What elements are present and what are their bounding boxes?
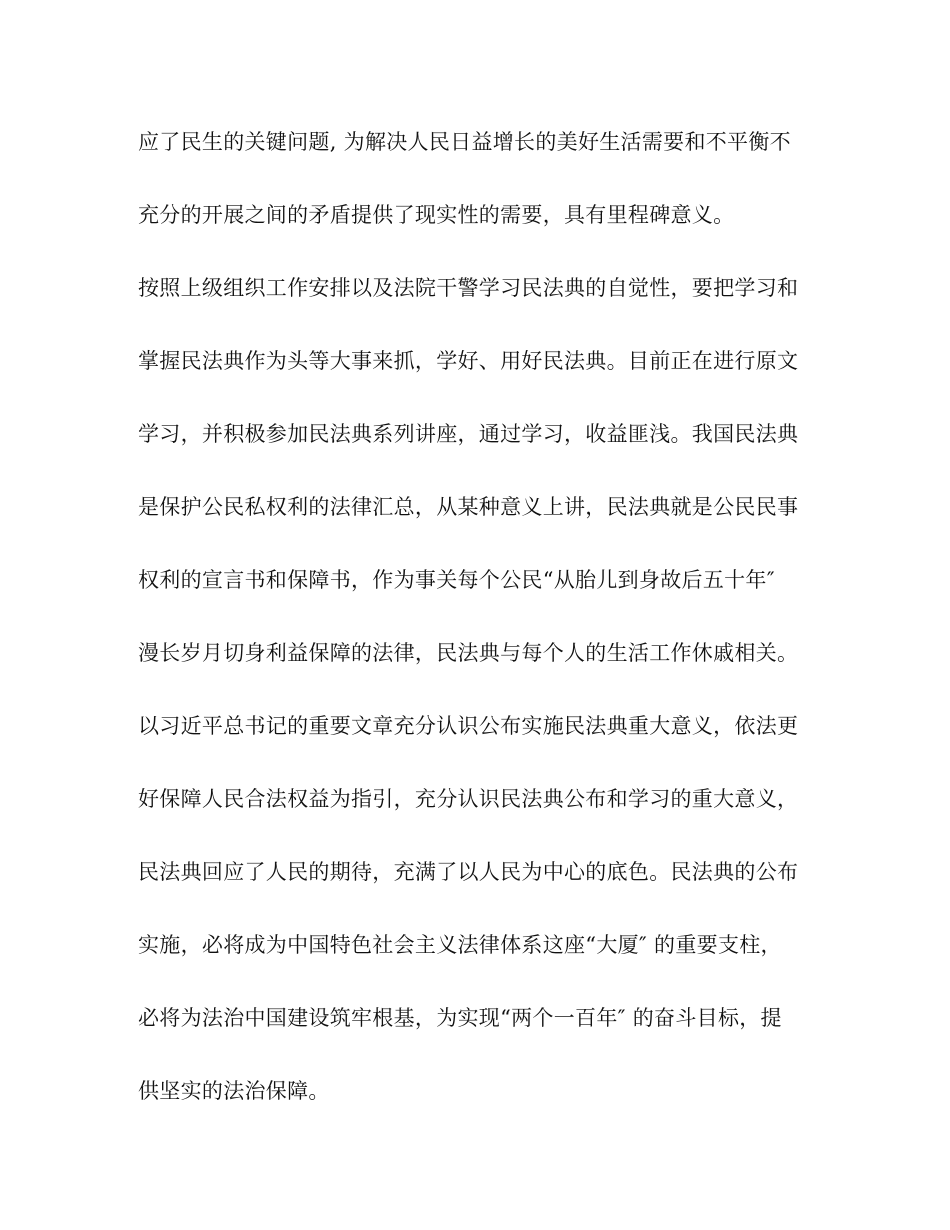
text-line: 是保护公民私权利的法律汇总，从某种意义上讲，民法典就是公民民事 xyxy=(138,495,799,519)
text-line: 掌握民法典作为头等大事来抓，学好、用好民法典。目前正在进行原文 xyxy=(138,349,799,373)
text-line: 以习近平总书记的重要文章充分认识公布实施民法典重大意义，依法更 xyxy=(138,714,799,738)
text-line: 漫长岁月切身利益保障的法律，民法典与每个人的生活工作休戚相关。 xyxy=(138,641,799,665)
text-line: 学习，并积极参加民法典系列讲座，通过学习，收益匪浅。我国民法典 xyxy=(138,422,799,446)
text-line: 充分的开展之间的矛盾提供了现实性的需要，具有里程碑意义。 xyxy=(138,203,735,227)
text-line: 好保障人民合法权益为指引，充分认识民法典公布和学习的重大意义， xyxy=(138,787,799,811)
text-line: 按照上级组织工作安排以及法院干警学习民法典的自觉性，要把学习和 xyxy=(138,276,799,300)
text-line: 应了民生的关键问题, 为解决人民日益增长的美好生活需要和不平衡不 xyxy=(138,130,791,154)
text-line: 实施，必将成为中国特色社会主义法律体系这座“大厦″ 的重要支柱， xyxy=(138,933,782,957)
text-line: 权利的宣言书和保障书，作为事关每个公民“从胎儿到身故后五十年″ xyxy=(138,568,775,592)
text-line: 供坚实的法治保障。 xyxy=(138,1079,330,1103)
text-line: 民法典回应了人民的期待，充满了以人民为中心的底色。民法典的公布 xyxy=(138,860,799,884)
text-line: 必将为法治中国建设筑牢根基，为实现“两个一百年″ 的奋斗目标，提 xyxy=(138,1006,782,1030)
